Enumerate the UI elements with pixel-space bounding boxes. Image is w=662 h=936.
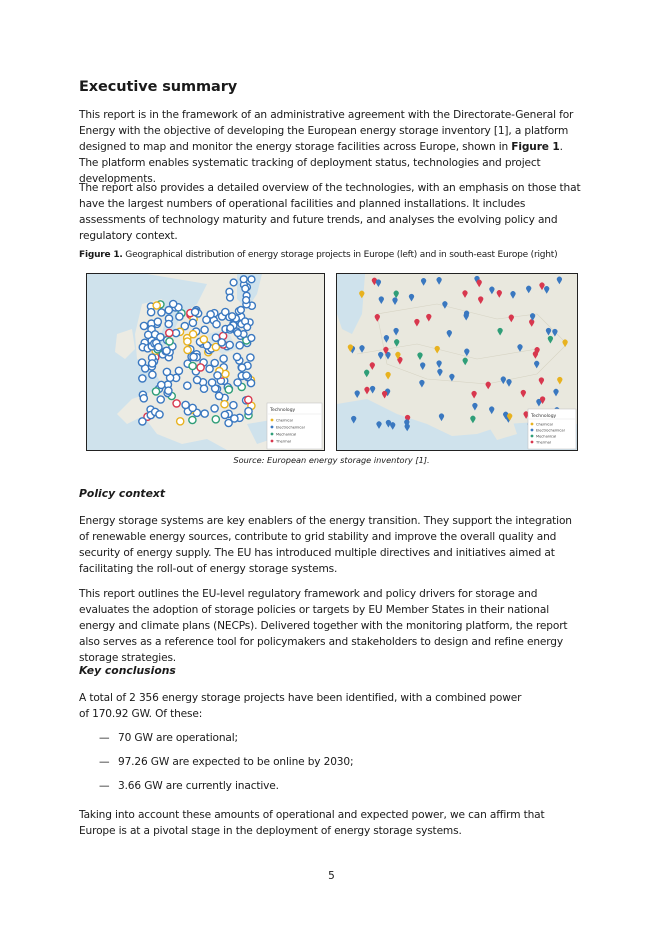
map-marker	[175, 367, 182, 374]
map-marker	[190, 331, 197, 338]
figure-caption	[79, 249, 589, 261]
map-marker	[247, 354, 254, 361]
map-europe	[86, 273, 325, 451]
figure-label: Figure 1.	[79, 250, 123, 260]
map-marker	[211, 405, 218, 412]
map-marker	[190, 353, 197, 360]
map-marker	[148, 309, 155, 316]
figure-reference-link: Figure 1	[511, 141, 560, 153]
conclusions-heading: Key conclusions	[79, 664, 176, 677]
map-marker	[163, 368, 170, 375]
map-marker	[248, 335, 255, 342]
map-marker	[156, 411, 163, 418]
map-marker	[239, 364, 246, 371]
legend-label: Electrochemical	[536, 428, 565, 433]
map-marker	[155, 344, 162, 351]
map-marker	[173, 400, 180, 407]
map-marker	[244, 324, 251, 331]
list-item-text: 70 GW are operational;	[118, 732, 238, 744]
legend-swatch	[531, 441, 534, 444]
map-marker	[245, 408, 252, 415]
conclusions-list	[79, 730, 353, 802]
policy-paragraph-2: This report outlines the EU-level regulatory framework and policy drivers for storage and evaluates the adoption of storage policies or targets by EU Member States in their national energy and climate plans (NECPs). Delivered together with the monitoring platform, the report also serves as a reference tool for policymakers and stakeholders to design and refine energy storage strategies.	[79, 588, 568, 664]
map-marker	[194, 376, 201, 383]
map-marker	[158, 381, 165, 388]
dash-bullet: —	[99, 780, 110, 792]
map-marker	[213, 321, 220, 328]
map-marker	[212, 416, 219, 423]
map-marker	[182, 401, 189, 408]
map-marker	[225, 386, 232, 393]
legend-swatch	[271, 440, 274, 443]
map-marker	[139, 375, 146, 382]
map-marker	[243, 297, 250, 304]
map-legend-se	[528, 409, 576, 449]
map-marker	[149, 371, 156, 378]
map-south-east-europe	[336, 273, 578, 451]
legend-label: Thermal	[276, 439, 291, 444]
map-marker	[197, 364, 204, 371]
policy-heading: Policy context	[79, 487, 166, 500]
map-marker	[139, 418, 146, 425]
map-marker	[236, 342, 243, 349]
map-marker	[220, 355, 227, 362]
map-marker	[227, 294, 234, 301]
map-marker	[177, 418, 184, 425]
map-marker	[157, 334, 164, 341]
map-marker	[149, 360, 156, 367]
legend-swatch	[531, 423, 534, 426]
map-marker	[221, 401, 228, 408]
legend-label: Mechanical	[276, 432, 297, 437]
page-number: 5	[328, 870, 335, 882]
map-marker	[211, 359, 218, 366]
map-marker	[189, 362, 196, 369]
map-marker	[184, 338, 191, 345]
conclusions-paragraph-1: A total of 2 356 energy storage projects have been identified, with a combined power of 170.92 GW. Of these:	[79, 692, 522, 720]
legend-label: Mechanical	[536, 434, 557, 439]
map-marker	[231, 415, 238, 422]
legend-swatch	[271, 433, 274, 436]
legend-label: Chemical	[536, 422, 553, 427]
map-marker	[158, 309, 165, 316]
map-marker	[230, 279, 237, 286]
map-marker	[189, 319, 196, 326]
map-marker	[216, 392, 223, 399]
map-marker	[189, 404, 196, 411]
map-marker	[234, 379, 241, 386]
map-marker	[165, 320, 172, 327]
map-marker	[154, 318, 161, 325]
intro-text: This report is in the framework of an administrative agreement with the Directorate-General for Energy with the objective of developing the European energy storage inventory [1], a platform designed to map and monitor the energy storage facilities across Europe, shown in	[79, 109, 574, 153]
list-item	[79, 778, 353, 794]
map-marker	[230, 402, 237, 409]
map-marker	[200, 336, 207, 343]
policy-paragraph-1: Energy storage systems are key enablers of the energy transition. They support the integration of renewable energy sources, contribute to grid stability and improve the overall quality and security of energy supply. The EU has introduced multiple directives and initiatives aimed at facilitating the roll-out of energy storage systems.	[79, 515, 572, 575]
legend-label: Electrochemical	[276, 425, 305, 430]
map-marker	[221, 411, 228, 418]
legend-swatch	[271, 419, 274, 422]
legend-swatch	[531, 429, 534, 432]
map-marker	[201, 326, 208, 333]
map-marker	[145, 331, 152, 338]
list-item-text: 97.26 GW are expected to be online by 2030;	[118, 756, 354, 768]
map-marker	[203, 316, 210, 323]
map-marker	[200, 385, 207, 392]
map-marker	[152, 388, 159, 395]
map-marker	[229, 313, 236, 320]
map-marker	[140, 395, 147, 402]
legend-title-se: Technology	[531, 414, 557, 419]
legend-title: Technology	[270, 408, 296, 413]
map-marker	[234, 330, 241, 337]
map-marker	[201, 410, 208, 417]
list-item	[79, 730, 353, 746]
map-marker	[238, 307, 245, 314]
legend-swatch	[271, 426, 274, 429]
map-marker	[184, 382, 191, 389]
map-marker	[138, 359, 145, 366]
map-marker	[240, 276, 247, 283]
page-title: Executive summary	[79, 79, 238, 95]
map-marker	[245, 396, 252, 403]
map-marker	[227, 325, 234, 332]
conclusions-paragraph-2: Taking into account these amounts of operational and expected power, we can affirm that Europe is at a pivotal stage in the deployment of energy storage systems.	[79, 809, 545, 837]
map-marker	[184, 346, 191, 353]
intro-paragraph-2: The report also provides a detailed overview of the technologies, with an emphasis on those that have the largest numbers of operational facilities and planned installations. It includes assessments of technology maturity and future trends, and analyses the evolving policy and regulatory context.	[79, 182, 581, 242]
map-marker	[166, 329, 173, 336]
legend-swatch	[531, 435, 534, 438]
map-marker	[233, 353, 240, 360]
dash-bullet: —	[99, 732, 110, 744]
figure-caption-text: Geographical distribution of energy storage projects in Europe (left) and in south-east Europe (right)	[122, 250, 558, 260]
map-marker	[153, 302, 160, 309]
map-marker	[226, 341, 233, 348]
list-item-text: 3.66 GW are currently inactive.	[118, 780, 279, 792]
map-marker	[140, 322, 147, 329]
intro-paragraph-1	[79, 107, 584, 187]
map-marker	[218, 339, 225, 346]
map-marker	[209, 379, 216, 386]
dash-bullet: —	[99, 756, 110, 768]
figure-source: Source: European energy storage inventory [1].	[233, 455, 430, 465]
map-marker	[166, 338, 173, 345]
map-marker	[189, 416, 196, 423]
legend-label: Chemical	[276, 418, 293, 423]
map-marker	[176, 313, 183, 320]
map-marker	[248, 276, 255, 283]
map-marker	[192, 308, 199, 315]
legend-label: Thermal	[536, 440, 551, 445]
map-marker	[165, 387, 172, 394]
map-marker	[243, 372, 250, 379]
map-marker	[214, 372, 221, 379]
map-legend	[267, 403, 322, 449]
intro-text-end: . The platform enables systematic tracking of deployment status, technologies and project developments.	[79, 141, 563, 185]
map-marker	[157, 396, 164, 403]
map-marker	[170, 300, 177, 307]
map-marker	[242, 285, 249, 292]
list-item	[79, 754, 353, 770]
